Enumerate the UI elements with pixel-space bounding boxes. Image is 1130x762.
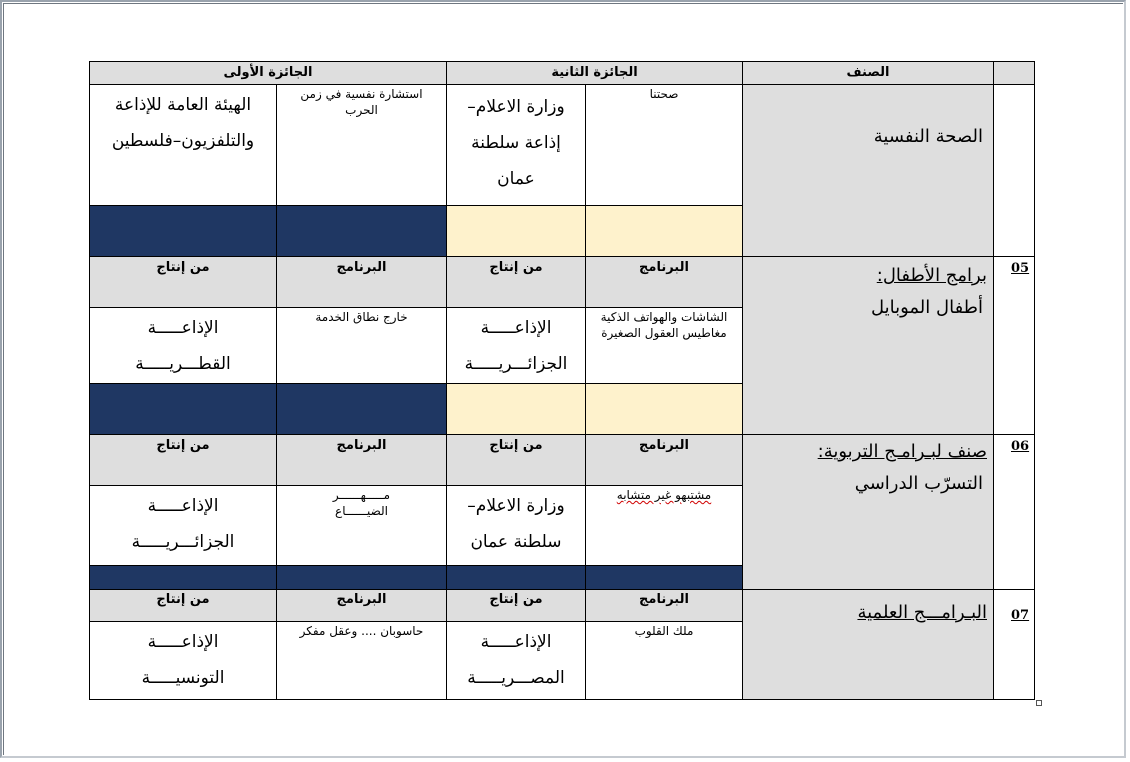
- row4-label-second-program: البرنامج: [585, 589, 742, 621]
- row1-first-program-bar: [276, 205, 446, 256]
- row3-label-second-producer: من إنتاج: [446, 434, 585, 485]
- row3-first-producer: الإذاعـــــة الجزائـــريـــــة: [89, 485, 276, 565]
- row2-category-subtitle: أطفال الموبايل: [870, 297, 983, 318]
- row1-number-cell: [993, 84, 1035, 256]
- row3-label-second-program: البرنامج: [585, 434, 742, 485]
- row1-second-program: صحتنا: [585, 84, 742, 205]
- header-second-prize-cell: [446, 61, 742, 84]
- row1-second-producer-bar: [446, 205, 585, 256]
- row2-number-cell: [993, 256, 1035, 434]
- header-first-prize-cell: [89, 61, 446, 84]
- row1-category: الصحة النفسية: [873, 126, 983, 147]
- row2-second-producer-bar: [446, 383, 585, 434]
- header-number-cell: [993, 61, 1035, 84]
- row2-label-first-program: البرنامج: [276, 256, 446, 307]
- row3-second-program-bar: [585, 565, 742, 589]
- row2-label-second-program: البرنامج: [585, 256, 742, 307]
- header-second-prize: الجائزة الثانية: [551, 65, 638, 80]
- row4-first-producer: الإذاعـــــة التونسيـــــة: [89, 621, 276, 700]
- row3-label-first-program: البرنامج: [276, 434, 446, 485]
- row2-second-program: الشاشات والهواتف الذكية مغاطيس العقول الصغيرة: [585, 307, 742, 383]
- table-resize-handle[interactable]: [1036, 700, 1042, 706]
- row4-first-program: حاسوبان .... وعقل مفكر: [276, 621, 446, 700]
- header-class: الصنف: [846, 65, 890, 80]
- row3-number-cell: [993, 434, 1035, 589]
- row4-second-producer: الإذاعـــــة المصـــريـــــة: [446, 621, 585, 700]
- row4-category-cell: [742, 589, 993, 700]
- row2-number: 05: [1011, 261, 1030, 276]
- row3-label-first-producer: من إنتاج: [89, 434, 276, 485]
- header-first-prize: الجائزة الأولى: [223, 65, 313, 80]
- row2-first-producer-bar: [89, 383, 276, 434]
- row1-second-program-bar: [585, 205, 742, 256]
- row2-first-program-bar: [276, 383, 446, 434]
- row2-category-title: برامج الأطفال:: [876, 265, 987, 286]
- row1-first-producer: الهيئة العامة للإذاعة والتلفزيون–فلسطين: [89, 84, 276, 205]
- row3-second-producer-bar: [446, 565, 585, 589]
- row3-category-subtitle: التسرّب الدراسي: [854, 473, 983, 494]
- row3-first-program-bar: [276, 565, 446, 589]
- row3-category-title: صنف لبـرامـج التربوية:: [817, 441, 987, 462]
- row3-second-producer: وزارة الاعلام– سلطنة عمان: [446, 485, 585, 565]
- row3-first-producer-bar: [89, 565, 276, 589]
- row4-label-second-producer: من إنتاج: [446, 589, 585, 621]
- row4-number-cell: [993, 589, 1035, 700]
- row2-second-program-bar: [585, 383, 742, 434]
- row4-label-first-program: البرنامج: [276, 589, 446, 621]
- row2-category-cell: [742, 256, 993, 434]
- header-class-cell: [742, 61, 993, 84]
- row4-number: 07: [1011, 608, 1030, 623]
- row1-first-producer-bar: [89, 205, 276, 256]
- row3-category-cell: [742, 434, 993, 589]
- row1-first-program: استشارة نفسية في زمن الحرب: [276, 84, 446, 205]
- row2-first-producer: الإذاعـــــة القطـــريـــــة: [89, 307, 276, 383]
- row3-number: 06: [1011, 439, 1030, 454]
- row1-category-cell: [742, 84, 993, 256]
- row2-first-program: خارج نطاق الخدمة: [276, 307, 446, 383]
- row1-second-producer: وزارة الاعلام– إذاعة سلطنة عمان: [446, 84, 585, 205]
- row2-second-producer: الإذاعـــــة الجزائـــريـــــة: [446, 307, 585, 383]
- row2-label-first-producer: من إنتاج: [89, 256, 276, 307]
- row2-label-second-producer: من إنتاج: [446, 256, 585, 307]
- row4-label-first-producer: من إنتاج: [89, 589, 276, 621]
- row4-category-title: البـرامـــج العلمية: [857, 602, 987, 623]
- row3-second-program: مشتبهو غير متشابه: [585, 485, 742, 565]
- row4-second-program: ملك القلوب: [585, 621, 742, 700]
- row3-first-program: مـــــهــــــر الضيــــــاع: [276, 485, 446, 565]
